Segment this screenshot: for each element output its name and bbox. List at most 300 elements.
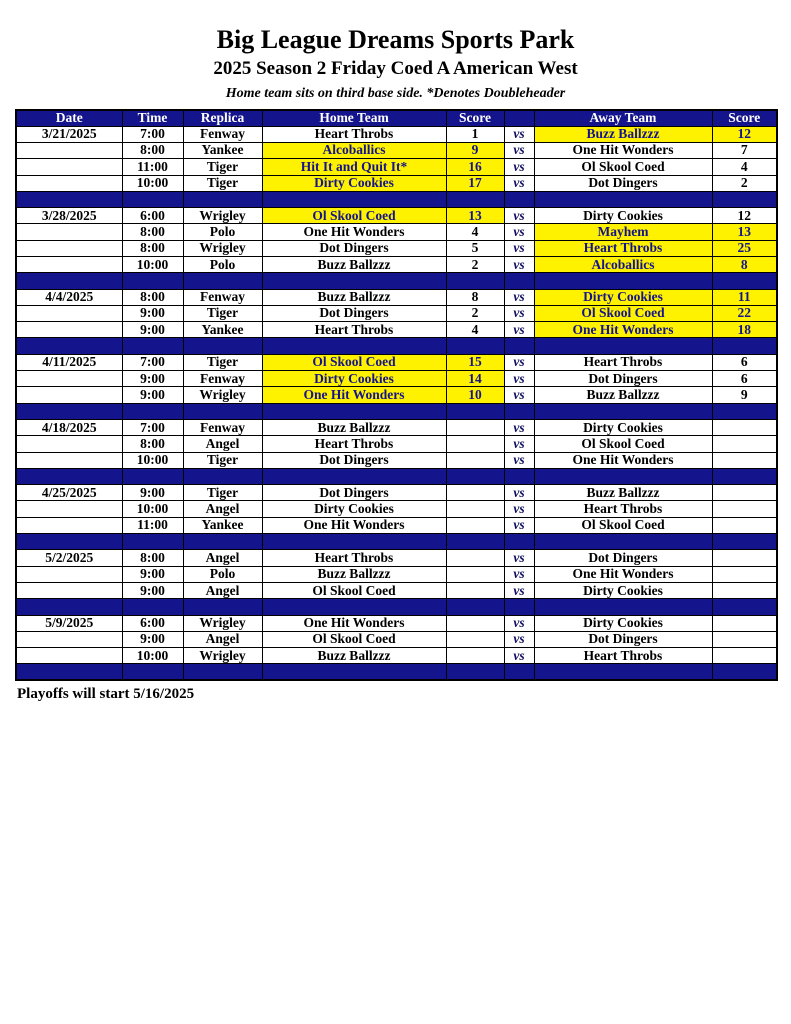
home-team-cell: Alcoballics	[262, 142, 446, 158]
separator-cell	[16, 338, 122, 354]
separator-cell	[446, 403, 504, 419]
separator-cell	[504, 599, 534, 615]
away-team-cell: Heart Throbs	[534, 501, 712, 517]
separator-row	[16, 273, 777, 289]
separator-row	[16, 664, 777, 680]
home-team-cell: Hit It and Quit It*	[262, 159, 446, 175]
away-score-cell: 9	[712, 387, 777, 403]
replica-cell: Yankee	[183, 517, 262, 533]
separator-cell	[262, 534, 446, 550]
away-score-cell: 12	[712, 126, 777, 142]
replica-cell: Wrigley	[183, 648, 262, 664]
time-cell: 6:00	[122, 208, 183, 224]
home-score-cell: 14	[446, 371, 504, 387]
away-team-cell: Dirty Cookies	[534, 615, 712, 631]
away-score-cell: 18	[712, 322, 777, 338]
time-cell: 8:00	[122, 436, 183, 452]
home-team-cell: Ol Skool Coed	[262, 582, 446, 598]
game-row	[16, 485, 777, 501]
vs-cell: vs	[504, 550, 534, 566]
away-team-cell: Alcoballics	[534, 257, 712, 273]
column-header-replica: Replica	[183, 110, 262, 126]
replica-cell: Tiger	[183, 485, 262, 501]
replica-cell: Yankee	[183, 142, 262, 158]
game-row	[16, 631, 777, 647]
date-cell	[16, 257, 122, 273]
home-score-cell: 2	[446, 257, 504, 273]
separator-cell	[534, 338, 712, 354]
home-team-cell: Dirty Cookies	[262, 501, 446, 517]
date-cell	[16, 582, 122, 598]
away-team-cell: Ol Skool Coed	[534, 517, 712, 533]
separator-cell	[712, 534, 777, 550]
away-team-cell: Ol Skool Coed	[534, 305, 712, 321]
vs-cell: vs	[504, 631, 534, 647]
away-score-cell	[712, 485, 777, 501]
home-score-cell: 4	[446, 224, 504, 240]
away-team-cell: Heart Throbs	[534, 648, 712, 664]
date-cell	[16, 452, 122, 468]
date-cell: 5/9/2025	[16, 615, 122, 631]
vs-cell: vs	[504, 175, 534, 191]
separator-row	[16, 599, 777, 615]
time-cell: 10:00	[122, 501, 183, 517]
column-header-time: Time	[122, 110, 183, 126]
separator-cell	[504, 191, 534, 207]
separator-cell	[534, 599, 712, 615]
separator-cell	[446, 664, 504, 680]
home-team-note: Home team sits on third base side. *Denotes Doubleheader	[225, 86, 566, 102]
away-score-cell	[712, 501, 777, 517]
away-score-cell: 6	[712, 354, 777, 370]
away-team-cell: Buzz Ballzzz	[534, 126, 712, 142]
replica-cell: Wrigley	[183, 387, 262, 403]
date-cell	[16, 387, 122, 403]
date-cell	[16, 648, 122, 664]
home-team-cell: Heart Throbs	[262, 322, 446, 338]
home-team-cell: Dirty Cookies	[262, 371, 446, 387]
separator-cell	[712, 403, 777, 419]
game-row	[16, 257, 777, 273]
replica-cell: Wrigley	[183, 615, 262, 631]
date-cell: 5/2/2025	[16, 550, 122, 566]
separator-cell	[262, 599, 446, 615]
replica-cell: Polo	[183, 224, 262, 240]
away-team-cell: One Hit Wonders	[534, 566, 712, 582]
game-row	[16, 371, 777, 387]
home-score-cell	[446, 485, 504, 501]
game-row	[16, 305, 777, 321]
separator-cell	[183, 273, 262, 289]
separator-cell	[504, 338, 534, 354]
game-row	[16, 322, 777, 338]
home-team-cell: Buzz Ballzzz	[262, 419, 446, 435]
replica-cell: Fenway	[183, 289, 262, 305]
game-row	[16, 224, 777, 240]
separator-cell	[712, 664, 777, 680]
time-cell: 8:00	[122, 240, 183, 256]
home-team-cell: Buzz Ballzzz	[262, 648, 446, 664]
away-score-cell	[712, 436, 777, 452]
home-score-cell	[446, 419, 504, 435]
away-team-cell: Ol Skool Coed	[534, 436, 712, 452]
separator-cell	[712, 599, 777, 615]
home-team-cell: One Hit Wonders	[262, 224, 446, 240]
separator-cell	[262, 468, 446, 484]
date-cell	[16, 322, 122, 338]
date-cell: 4/18/2025	[16, 419, 122, 435]
home-score-cell	[446, 452, 504, 468]
home-score-cell: 10	[446, 387, 504, 403]
home-team-cell: Dot Dingers	[262, 485, 446, 501]
separator-row	[16, 191, 777, 207]
away-team-cell: Ol Skool Coed	[534, 159, 712, 175]
away-team-cell: Buzz Ballzzz	[534, 485, 712, 501]
away-team-cell: Dirty Cookies	[534, 582, 712, 598]
away-team-cell: Dot Dingers	[534, 550, 712, 566]
date-cell	[16, 142, 122, 158]
separator-cell	[16, 403, 122, 419]
vs-cell: vs	[504, 257, 534, 273]
separator-cell	[183, 534, 262, 550]
separator-cell	[16, 664, 122, 680]
home-team-cell: One Hit Wonders	[262, 615, 446, 631]
playoffs-note: Playoffs will start 5/16/2025	[17, 686, 195, 703]
vs-cell: vs	[504, 371, 534, 387]
replica-cell: Fenway	[183, 126, 262, 142]
separator-cell	[534, 468, 712, 484]
home-score-cell	[446, 615, 504, 631]
time-cell: 10:00	[122, 257, 183, 273]
away-score-cell	[712, 648, 777, 664]
separator-cell	[446, 599, 504, 615]
home-score-cell	[446, 501, 504, 517]
separator-cell	[504, 403, 534, 419]
page-title: Big League Dreams Sports Park	[216, 25, 575, 54]
replica-cell: Angel	[183, 436, 262, 452]
away-score-cell: 2	[712, 175, 777, 191]
home-score-cell: 5	[446, 240, 504, 256]
replica-cell: Wrigley	[183, 240, 262, 256]
date-cell: 4/11/2025	[16, 354, 122, 370]
vs-cell: vs	[504, 436, 534, 452]
home-score-cell: 13	[446, 208, 504, 224]
time-cell: 9:00	[122, 305, 183, 321]
separator-cell	[16, 599, 122, 615]
separator-cell	[262, 191, 446, 207]
separator-cell	[122, 338, 183, 354]
replica-cell: Angel	[183, 631, 262, 647]
date-cell	[16, 159, 122, 175]
away-team-cell: One Hit Wonders	[534, 142, 712, 158]
time-cell: 10:00	[122, 175, 183, 191]
separator-row	[16, 468, 777, 484]
replica-cell: Tiger	[183, 354, 262, 370]
separator-cell	[504, 273, 534, 289]
away-score-cell	[712, 566, 777, 582]
separator-cell	[446, 534, 504, 550]
separator-cell	[446, 273, 504, 289]
separator-row	[16, 338, 777, 354]
away-score-cell	[712, 517, 777, 533]
column-header-date: Date	[16, 110, 122, 126]
vs-cell: vs	[504, 289, 534, 305]
replica-cell: Fenway	[183, 419, 262, 435]
game-row	[16, 387, 777, 403]
schedule-table	[15, 109, 778, 681]
column-header-away-score: Score	[712, 110, 777, 126]
away-score-cell	[712, 550, 777, 566]
separator-cell	[16, 468, 122, 484]
time-cell: 9:00	[122, 582, 183, 598]
separator-cell	[712, 191, 777, 207]
time-cell: 11:00	[122, 517, 183, 533]
replica-cell: Wrigley	[183, 208, 262, 224]
time-cell: 8:00	[122, 142, 183, 158]
away-score-cell: 12	[712, 208, 777, 224]
vs-cell: vs	[504, 159, 534, 175]
separator-cell	[122, 273, 183, 289]
game-row	[16, 517, 777, 533]
column-header-vs	[504, 110, 534, 126]
vs-cell: vs	[504, 648, 534, 664]
home-score-cell	[446, 566, 504, 582]
separator-cell	[712, 273, 777, 289]
game-row	[16, 436, 777, 452]
replica-cell: Polo	[183, 566, 262, 582]
date-cell	[16, 631, 122, 647]
date-cell	[16, 305, 122, 321]
column-header-home-team: Home Team	[262, 110, 446, 126]
away-score-cell	[712, 615, 777, 631]
date-cell: 3/28/2025	[16, 208, 122, 224]
separator-cell	[262, 273, 446, 289]
date-cell: 3/21/2025	[16, 126, 122, 142]
replica-cell: Angel	[183, 550, 262, 566]
page-subtitle: 2025 Season 2 Friday Coed A American West	[213, 57, 578, 79]
vs-cell: vs	[504, 208, 534, 224]
separator-cell	[446, 468, 504, 484]
away-team-cell: Dot Dingers	[534, 631, 712, 647]
replica-cell: Tiger	[183, 159, 262, 175]
vs-cell: vs	[504, 452, 534, 468]
away-team-cell: Dirty Cookies	[534, 208, 712, 224]
vs-cell: vs	[504, 224, 534, 240]
time-cell: 7:00	[122, 126, 183, 142]
home-score-cell: 17	[446, 175, 504, 191]
home-team-cell: Buzz Ballzzz	[262, 289, 446, 305]
time-cell: 9:00	[122, 387, 183, 403]
replica-cell: Polo	[183, 257, 262, 273]
away-team-cell: Dot Dingers	[534, 371, 712, 387]
home-score-cell: 8	[446, 289, 504, 305]
time-cell: 8:00	[122, 550, 183, 566]
vs-cell: vs	[504, 419, 534, 435]
game-row	[16, 240, 777, 256]
replica-cell: Angel	[183, 582, 262, 598]
home-team-cell: Ol Skool Coed	[262, 354, 446, 370]
game-row	[16, 142, 777, 158]
separator-cell	[122, 191, 183, 207]
separator-cell	[183, 664, 262, 680]
separator-cell	[183, 468, 262, 484]
game-row	[16, 582, 777, 598]
game-row	[16, 289, 777, 305]
separator-cell	[446, 338, 504, 354]
away-team-cell: Dirty Cookies	[534, 289, 712, 305]
time-cell: 9:00	[122, 566, 183, 582]
away-score-cell: 7	[712, 142, 777, 158]
home-team-cell: Dirty Cookies	[262, 175, 446, 191]
vs-cell: vs	[504, 517, 534, 533]
separator-cell	[534, 191, 712, 207]
separator-cell	[446, 191, 504, 207]
home-score-cell: 1	[446, 126, 504, 142]
home-team-cell: Buzz Ballzzz	[262, 566, 446, 582]
separator-cell	[16, 273, 122, 289]
away-team-cell: Heart Throbs	[534, 354, 712, 370]
separator-cell	[534, 664, 712, 680]
away-score-cell	[712, 631, 777, 647]
date-cell	[16, 517, 122, 533]
separator-cell	[122, 403, 183, 419]
column-header-away-team: Away Team	[534, 110, 712, 126]
replica-cell: Tiger	[183, 452, 262, 468]
game-row	[16, 550, 777, 566]
column-header-home-score: Score	[446, 110, 504, 126]
replica-cell: Tiger	[183, 305, 262, 321]
home-team-cell: One Hit Wonders	[262, 517, 446, 533]
vs-cell: vs	[504, 485, 534, 501]
separator-cell	[534, 273, 712, 289]
home-score-cell: 9	[446, 142, 504, 158]
home-score-cell: 15	[446, 354, 504, 370]
away-score-cell	[712, 419, 777, 435]
separator-cell	[534, 403, 712, 419]
time-cell: 11:00	[122, 159, 183, 175]
vs-cell: vs	[504, 566, 534, 582]
away-team-cell: Dot Dingers	[534, 175, 712, 191]
table-header-row	[16, 110, 777, 126]
home-score-cell	[446, 582, 504, 598]
vs-cell: vs	[504, 126, 534, 142]
separator-cell	[262, 403, 446, 419]
separator-row	[16, 403, 777, 419]
away-score-cell: 13	[712, 224, 777, 240]
away-team-cell: Buzz Ballzzz	[534, 387, 712, 403]
home-team-cell: Ol Skool Coed	[262, 631, 446, 647]
home-score-cell	[446, 436, 504, 452]
time-cell: 10:00	[122, 452, 183, 468]
time-cell: 7:00	[122, 419, 183, 435]
separator-cell	[122, 599, 183, 615]
separator-cell	[122, 534, 183, 550]
vs-cell: vs	[504, 142, 534, 158]
vs-cell: vs	[504, 615, 534, 631]
separator-cell	[534, 534, 712, 550]
date-cell	[16, 240, 122, 256]
separator-cell	[122, 664, 183, 680]
away-score-cell: 4	[712, 159, 777, 175]
separator-cell	[712, 468, 777, 484]
vs-cell: vs	[504, 582, 534, 598]
vs-cell: vs	[504, 240, 534, 256]
home-team-cell: Buzz Ballzzz	[262, 257, 446, 273]
date-cell	[16, 175, 122, 191]
away-team-cell: Dirty Cookies	[534, 419, 712, 435]
separator-cell	[262, 664, 446, 680]
separator-cell	[16, 191, 122, 207]
time-cell: 9:00	[122, 371, 183, 387]
separator-cell	[183, 338, 262, 354]
vs-cell: vs	[504, 387, 534, 403]
home-score-cell	[446, 631, 504, 647]
home-score-cell	[446, 550, 504, 566]
home-score-cell: 16	[446, 159, 504, 175]
home-score-cell: 4	[446, 322, 504, 338]
separator-row	[16, 534, 777, 550]
vs-cell: vs	[504, 354, 534, 370]
home-score-cell	[446, 648, 504, 664]
home-team-cell: Dot Dingers	[262, 452, 446, 468]
time-cell: 9:00	[122, 631, 183, 647]
replica-cell: Tiger	[183, 175, 262, 191]
game-row	[16, 452, 777, 468]
home-team-cell: Ol Skool Coed	[262, 208, 446, 224]
home-team-cell: Heart Throbs	[262, 436, 446, 452]
time-cell: 8:00	[122, 289, 183, 305]
away-score-cell: 6	[712, 371, 777, 387]
away-score-cell: 11	[712, 289, 777, 305]
away-score-cell: 8	[712, 257, 777, 273]
vs-cell: vs	[504, 501, 534, 517]
separator-cell	[183, 403, 262, 419]
home-score-cell: 2	[446, 305, 504, 321]
time-cell: 7:00	[122, 354, 183, 370]
home-team-cell: One Hit Wonders	[262, 387, 446, 403]
vs-cell: vs	[504, 322, 534, 338]
home-team-cell: Heart Throbs	[262, 550, 446, 566]
time-cell: 6:00	[122, 615, 183, 631]
game-row	[16, 615, 777, 631]
game-row	[16, 126, 777, 142]
separator-cell	[183, 599, 262, 615]
game-row	[16, 648, 777, 664]
separator-cell	[122, 468, 183, 484]
separator-cell	[262, 338, 446, 354]
game-row	[16, 566, 777, 582]
time-cell: 9:00	[122, 485, 183, 501]
separator-cell	[504, 534, 534, 550]
replica-cell: Angel	[183, 501, 262, 517]
game-row	[16, 354, 777, 370]
date-cell	[16, 224, 122, 240]
away-score-cell	[712, 452, 777, 468]
replica-cell: Fenway	[183, 371, 262, 387]
separator-cell	[183, 191, 262, 207]
separator-cell	[504, 664, 534, 680]
date-cell	[16, 501, 122, 517]
separator-cell	[712, 338, 777, 354]
replica-cell: Yankee	[183, 322, 262, 338]
away-score-cell	[712, 582, 777, 598]
time-cell: 8:00	[122, 224, 183, 240]
away-team-cell: One Hit Wonders	[534, 452, 712, 468]
home-team-cell: Dot Dingers	[262, 240, 446, 256]
home-score-cell	[446, 517, 504, 533]
date-cell	[16, 436, 122, 452]
time-cell: 9:00	[122, 322, 183, 338]
